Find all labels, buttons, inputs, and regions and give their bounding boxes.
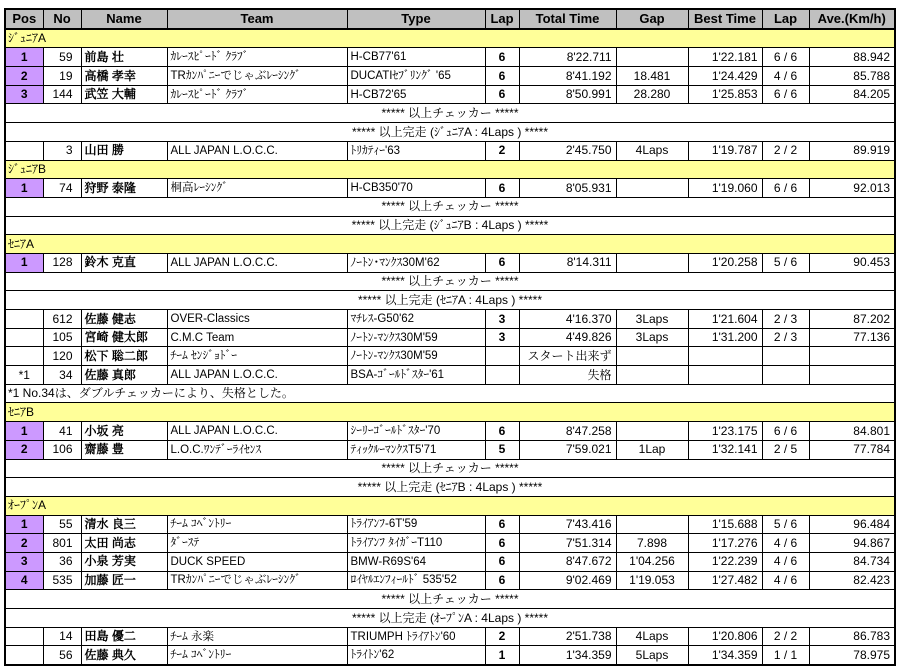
status-text: ***** 以上完走 (ｼﾞｭﾆｱA : 4Laps ) ***** bbox=[5, 123, 895, 142]
status-row bbox=[5, 478, 895, 497]
col-best-time: Best Time bbox=[688, 9, 762, 29]
status-text: ***** 以上チェッカー ***** bbox=[5, 197, 895, 216]
type-cell: H-CB72'65 bbox=[347, 85, 485, 104]
pos-cell: *1 bbox=[5, 366, 43, 385]
team-cell: ﾁｰﾑ ｺﾍﾞﾝﾄﾘｰ bbox=[167, 515, 347, 534]
best-lap-cell: 4 / 6 bbox=[762, 571, 809, 590]
result-row bbox=[5, 422, 895, 441]
no-cell: 120 bbox=[43, 347, 81, 366]
type-cell: H-CB350'70 bbox=[347, 179, 485, 198]
pos-cell bbox=[5, 141, 43, 160]
status-text: ***** 以上完走 (ｼﾞｭﾆｱB : 4Laps ) ***** bbox=[5, 216, 895, 235]
type-cell: ﾉｰﾄﾝ･ﾏﾝｸｽ30M'62 bbox=[347, 253, 485, 272]
avg-speed-cell: 88.942 bbox=[809, 48, 895, 67]
total-time-cell: 9'02.469 bbox=[519, 571, 616, 590]
pos-cell bbox=[5, 627, 43, 646]
status-text: ***** 以上チェッカー ***** bbox=[5, 459, 895, 478]
best-time-cell bbox=[688, 347, 762, 366]
result-row bbox=[5, 85, 895, 104]
no-cell: 41 bbox=[43, 422, 81, 441]
team-cell: ALL JAPAN L.O.C.C. bbox=[167, 366, 347, 385]
avg-speed-cell: 96.484 bbox=[809, 515, 895, 534]
total-time-cell: 2'45.750 bbox=[519, 141, 616, 160]
best-time-cell bbox=[688, 366, 762, 385]
footnote-text: *1 No.34は、ダブルチェッカーにより、失格とした。 bbox=[5, 384, 895, 403]
type-cell: ﾉｰﾄﾝ-ﾏﾝｸｽ30M'59 bbox=[347, 328, 485, 347]
total-time-cell: 8'50.991 bbox=[519, 85, 616, 104]
class-section-label: ｾﾆｱB bbox=[5, 403, 895, 422]
type-cell: ﾉｰﾄﾝ-ﾏﾝｸｽ30M'59 bbox=[347, 347, 485, 366]
status-row bbox=[5, 590, 895, 609]
no-cell: 36 bbox=[43, 552, 81, 571]
lap-cell: 2 bbox=[485, 141, 519, 160]
best-time-cell: 1'23.175 bbox=[688, 422, 762, 441]
col-name: Name bbox=[81, 9, 167, 29]
status-row bbox=[5, 104, 895, 123]
best-time-cell: 1'32.141 bbox=[688, 440, 762, 459]
lap-cell: 6 bbox=[485, 67, 519, 86]
team-cell: ALL JAPAN L.O.C.C. bbox=[167, 141, 347, 160]
result-row bbox=[5, 627, 895, 646]
name-cell: 佐藤 典久 bbox=[81, 646, 167, 665]
result-row bbox=[5, 347, 895, 366]
best-lap-cell: 6 / 6 bbox=[762, 85, 809, 104]
best-lap-cell: 6 / 6 bbox=[762, 422, 809, 441]
col-team: Team bbox=[167, 9, 347, 29]
team-cell: TRｶﾝﾊﾟﾆｰでじゃぶﾚｰｼﾝｸﾞ bbox=[167, 571, 347, 590]
result-row bbox=[5, 310, 895, 329]
avg-speed-cell: 89.919 bbox=[809, 141, 895, 160]
total-time-cell: 7'43.416 bbox=[519, 515, 616, 534]
result-row bbox=[5, 440, 895, 459]
avg-speed-cell: 84.205 bbox=[809, 85, 895, 104]
pos-cell: 1 bbox=[5, 422, 43, 441]
best-lap-cell: 2 / 3 bbox=[762, 310, 809, 329]
gap-cell bbox=[616, 515, 688, 534]
best-time-cell: 1'20.806 bbox=[688, 627, 762, 646]
gap-cell: 5Laps bbox=[616, 646, 688, 665]
total-time-cell: 8'47.258 bbox=[519, 422, 616, 441]
best-lap-cell: 2 / 5 bbox=[762, 440, 809, 459]
no-cell: 56 bbox=[43, 646, 81, 665]
result-row bbox=[5, 646, 895, 665]
avg-speed-cell: 94.867 bbox=[809, 534, 895, 553]
status-text: ***** 以上完走 (ｾﾆｱA : 4Laps ) ***** bbox=[5, 291, 895, 310]
status-row bbox=[5, 197, 895, 216]
result-row bbox=[5, 515, 895, 534]
lap-cell: 5 bbox=[485, 440, 519, 459]
team-cell: ALL JAPAN L.O.C.C. bbox=[167, 422, 347, 441]
type-cell: ﾃｨｯｸﾙｰﾏﾝｸｽT5'71 bbox=[347, 440, 485, 459]
lap-cell bbox=[485, 347, 519, 366]
best-lap-cell bbox=[762, 347, 809, 366]
gap-cell: 3Laps bbox=[616, 328, 688, 347]
no-cell: 59 bbox=[43, 48, 81, 67]
type-cell: ﾄﾗｲｱﾝﾌ ﾀｲｶﾞｰT110 bbox=[347, 534, 485, 553]
team-cell: 桐高ﾚｰｼﾝｸﾞ bbox=[167, 179, 347, 198]
team-cell: DUCK SPEED bbox=[167, 552, 347, 571]
team-cell: TRｶﾝﾊﾟﾆｰでじゃぶﾚｰｼﾝｸﾞ bbox=[167, 67, 347, 86]
pos-cell bbox=[5, 646, 43, 665]
gap-cell: 18.481 bbox=[616, 67, 688, 86]
no-cell: 3 bbox=[43, 141, 81, 160]
type-cell: ﾏﾁﾚｽ-G50'62 bbox=[347, 310, 485, 329]
type-cell: BMW-R69S'64 bbox=[347, 552, 485, 571]
avg-speed-cell: 90.453 bbox=[809, 253, 895, 272]
table-body bbox=[5, 29, 895, 665]
type-cell: ﾄﾗｲﾄﾝ'62 bbox=[347, 646, 485, 665]
avg-speed-cell: 85.788 bbox=[809, 67, 895, 86]
class-section-label: ｵｰﾌﾟﾝA bbox=[5, 496, 895, 515]
team-cell: ｶﾚｰｽﾋﾟｰﾄﾞ ｸﾗﾌﾞ bbox=[167, 48, 347, 67]
pos-cell: 2 bbox=[5, 440, 43, 459]
status-text: ***** 以上チェッカー ***** bbox=[5, 590, 895, 609]
pos-cell: 2 bbox=[5, 534, 43, 553]
name-cell: 齋藤 豊 bbox=[81, 440, 167, 459]
best-time-cell: 1'27.482 bbox=[688, 571, 762, 590]
status-text: ***** 以上チェッカー ***** bbox=[5, 272, 895, 291]
best-time-cell: 1'34.359 bbox=[688, 646, 762, 665]
team-cell: OVER-Classics bbox=[167, 310, 347, 329]
best-lap-cell: 4 / 6 bbox=[762, 67, 809, 86]
total-time-cell: 8'22.711 bbox=[519, 48, 616, 67]
name-cell: 松下 聡二郎 bbox=[81, 347, 167, 366]
pos-cell bbox=[5, 310, 43, 329]
total-time-cell: 4'16.370 bbox=[519, 310, 616, 329]
status-row bbox=[5, 216, 895, 235]
type-cell: H-CB77'61 bbox=[347, 48, 485, 67]
best-time-cell: 1'31.200 bbox=[688, 328, 762, 347]
team-cell: ALL JAPAN L.O.C.C. bbox=[167, 253, 347, 272]
total-time-cell: 8'14.311 bbox=[519, 253, 616, 272]
avg-speed-cell: 84.801 bbox=[809, 422, 895, 441]
team-cell: ﾁｰﾑ ｺﾍﾞﾝﾄﾘｰ bbox=[167, 646, 347, 665]
best-lap-cell: 2 / 3 bbox=[762, 328, 809, 347]
total-time-cell: 8'41.192 bbox=[519, 67, 616, 86]
result-row bbox=[5, 366, 895, 385]
no-cell: 19 bbox=[43, 67, 81, 86]
total-time-cell: 失格 bbox=[519, 366, 616, 385]
best-time-cell: 1'25.853 bbox=[688, 85, 762, 104]
class-section-row bbox=[5, 496, 895, 515]
team-cell: ｶﾚｰｽﾋﾟｰﾄﾞ ｸﾗﾌﾞ bbox=[167, 85, 347, 104]
type-cell: ﾄﾗｲｱﾝﾌ-6T'59 bbox=[347, 515, 485, 534]
class-section-row bbox=[5, 29, 895, 48]
no-cell: 74 bbox=[43, 179, 81, 198]
lap-cell: 6 bbox=[485, 85, 519, 104]
avg-speed-cell: 87.202 bbox=[809, 310, 895, 329]
avg-speed-cell: 86.783 bbox=[809, 627, 895, 646]
name-cell: 武笠 大輔 bbox=[81, 85, 167, 104]
total-time-cell: 8'47.672 bbox=[519, 552, 616, 571]
no-cell: 34 bbox=[43, 366, 81, 385]
result-row bbox=[5, 328, 895, 347]
lap-cell: 6 bbox=[485, 422, 519, 441]
avg-speed-cell: 78.975 bbox=[809, 646, 895, 665]
result-row bbox=[5, 552, 895, 571]
gap-cell: 1Lap bbox=[616, 440, 688, 459]
table-header bbox=[5, 9, 895, 29]
best-lap-cell: 2 / 2 bbox=[762, 141, 809, 160]
gap-cell bbox=[616, 179, 688, 198]
gap-cell bbox=[616, 422, 688, 441]
class-section-label: ｼﾞｭﾆｱB bbox=[5, 160, 895, 179]
name-cell: 加藤 匠一 bbox=[81, 571, 167, 590]
col-best-lap: Lap bbox=[762, 9, 809, 29]
best-time-cell: 1'24.429 bbox=[688, 67, 762, 86]
no-cell: 14 bbox=[43, 627, 81, 646]
name-cell: 佐藤 健志 bbox=[81, 310, 167, 329]
gap-cell: 4Laps bbox=[616, 141, 688, 160]
col-avg-speed: Ave.(Km/h) bbox=[809, 9, 895, 29]
type-cell: DUCATIｾﾌﾞﾘﾝｸﾞ '65 bbox=[347, 67, 485, 86]
lap-cell: 6 bbox=[485, 179, 519, 198]
gap-cell: 7.898 bbox=[616, 534, 688, 553]
name-cell: 山田 勝 bbox=[81, 141, 167, 160]
footnote-row bbox=[5, 384, 895, 403]
total-time-cell: 7'51.314 bbox=[519, 534, 616, 553]
name-cell: 田島 優二 bbox=[81, 627, 167, 646]
avg-speed-cell bbox=[809, 366, 895, 385]
status-row bbox=[5, 291, 895, 310]
lap-cell: 6 bbox=[485, 515, 519, 534]
class-section-row bbox=[5, 235, 895, 254]
header-row bbox=[5, 9, 895, 29]
pos-cell: 4 bbox=[5, 571, 43, 590]
status-text: ***** 以上チェッカー ***** bbox=[5, 104, 895, 123]
best-lap-cell: 1 / 1 bbox=[762, 646, 809, 665]
best-lap-cell: 6 / 6 bbox=[762, 48, 809, 67]
name-cell: 清水 良三 bbox=[81, 515, 167, 534]
status-text: ***** 以上完走 (ｵｰﾌﾟﾝA : 4Laps ) ***** bbox=[5, 609, 895, 628]
name-cell: 小泉 芳実 bbox=[81, 552, 167, 571]
result-row bbox=[5, 253, 895, 272]
best-time-cell: 1'19.787 bbox=[688, 141, 762, 160]
best-lap-cell: 4 / 6 bbox=[762, 552, 809, 571]
lap-cell: 1 bbox=[485, 646, 519, 665]
no-cell: 144 bbox=[43, 85, 81, 104]
gap-cell: 3Laps bbox=[616, 310, 688, 329]
class-section-row bbox=[5, 403, 895, 422]
name-cell: 佐藤 真郎 bbox=[81, 366, 167, 385]
best-lap-cell: 6 / 6 bbox=[762, 179, 809, 198]
gap-cell bbox=[616, 253, 688, 272]
col-no: No bbox=[43, 9, 81, 29]
type-cell: ﾄﾘｶﾃｨｰ'63 bbox=[347, 141, 485, 160]
best-time-cell: 1'22.239 bbox=[688, 552, 762, 571]
team-cell: C.M.C Team bbox=[167, 328, 347, 347]
result-row bbox=[5, 48, 895, 67]
avg-speed-cell: 84.734 bbox=[809, 552, 895, 571]
name-cell: 太田 尚志 bbox=[81, 534, 167, 553]
pos-cell bbox=[5, 328, 43, 347]
avg-speed-cell: 92.013 bbox=[809, 179, 895, 198]
col-pos: Pos bbox=[5, 9, 43, 29]
avg-speed-cell: 77.136 bbox=[809, 328, 895, 347]
lap-cell: 6 bbox=[485, 534, 519, 553]
avg-speed-cell: 77.784 bbox=[809, 440, 895, 459]
status-row bbox=[5, 609, 895, 628]
class-section-label: ｼﾞｭﾆｱA bbox=[5, 29, 895, 48]
name-cell: 高橋 孝幸 bbox=[81, 67, 167, 86]
team-cell: ﾁｰﾑ 永楽 bbox=[167, 627, 347, 646]
lap-cell: 2 bbox=[485, 627, 519, 646]
best-time-cell: 1'20.258 bbox=[688, 253, 762, 272]
total-time-cell: 2'51.738 bbox=[519, 627, 616, 646]
gap-cell: 4Laps bbox=[616, 627, 688, 646]
type-cell: TRIUMPH ﾄﾗｲｱﾄﾝ'60 bbox=[347, 627, 485, 646]
pos-cell: 1 bbox=[5, 179, 43, 198]
gap-cell: 1'19.053 bbox=[616, 571, 688, 590]
gap-cell: 1'04.256 bbox=[616, 552, 688, 571]
gap-cell: 28.280 bbox=[616, 85, 688, 104]
best-lap-cell: 5 / 6 bbox=[762, 515, 809, 534]
no-cell: 612 bbox=[43, 310, 81, 329]
class-section-label: ｾﾆｱA bbox=[5, 235, 895, 254]
result-row bbox=[5, 179, 895, 198]
pos-cell: 1 bbox=[5, 48, 43, 67]
status-row bbox=[5, 272, 895, 291]
race-results-table bbox=[4, 8, 896, 666]
result-row bbox=[5, 534, 895, 553]
no-cell: 535 bbox=[43, 571, 81, 590]
no-cell: 106 bbox=[43, 440, 81, 459]
name-cell: 小坂 亮 bbox=[81, 422, 167, 441]
type-cell: ﾛｲﾔﾙｴﾝﾌｨｰﾙﾄﾞ 535'52 bbox=[347, 571, 485, 590]
status-text: ***** 以上完走 (ｾﾆｱB : 4Laps ) ***** bbox=[5, 478, 895, 497]
lap-cell: 3 bbox=[485, 328, 519, 347]
pos-cell bbox=[5, 347, 43, 366]
best-lap-cell: 4 / 6 bbox=[762, 534, 809, 553]
best-time-cell: 1'19.060 bbox=[688, 179, 762, 198]
lap-cell: 6 bbox=[485, 571, 519, 590]
no-cell: 128 bbox=[43, 253, 81, 272]
col-type: Type bbox=[347, 9, 485, 29]
class-section-row bbox=[5, 160, 895, 179]
best-lap-cell bbox=[762, 366, 809, 385]
type-cell: BSA-ｺﾞｰﾙﾄﾞｽﾀｰ'61 bbox=[347, 366, 485, 385]
best-time-cell: 1'21.604 bbox=[688, 310, 762, 329]
name-cell: 宮崎 健太郎 bbox=[81, 328, 167, 347]
type-cell: ｼｰﾘｰｺﾞｰﾙﾄﾞｽﾀｰ'70 bbox=[347, 422, 485, 441]
result-row bbox=[5, 141, 895, 160]
pos-cell: 1 bbox=[5, 253, 43, 272]
no-cell: 105 bbox=[43, 328, 81, 347]
name-cell: 鈴木 克直 bbox=[81, 253, 167, 272]
lap-cell: 6 bbox=[485, 552, 519, 571]
pos-cell: 3 bbox=[5, 552, 43, 571]
pos-cell: 2 bbox=[5, 67, 43, 86]
team-cell: L.O.C.ﾜﾝﾃﾞｰﾗｲｾﾝｽ bbox=[167, 440, 347, 459]
no-cell: 801 bbox=[43, 534, 81, 553]
best-time-cell: 1'17.276 bbox=[688, 534, 762, 553]
total-time-cell: 7'59.021 bbox=[519, 440, 616, 459]
avg-speed-cell: 82.423 bbox=[809, 571, 895, 590]
status-row bbox=[5, 123, 895, 142]
col-total-time: Total Time bbox=[519, 9, 616, 29]
gap-cell bbox=[616, 48, 688, 67]
best-lap-cell: 2 / 2 bbox=[762, 627, 809, 646]
no-cell: 55 bbox=[43, 515, 81, 534]
status-row bbox=[5, 459, 895, 478]
avg-speed-cell bbox=[809, 347, 895, 366]
total-time-cell: 8'05.931 bbox=[519, 179, 616, 198]
lap-cell bbox=[485, 366, 519, 385]
best-time-cell: 1'15.688 bbox=[688, 515, 762, 534]
name-cell: 狩野 泰隆 bbox=[81, 179, 167, 198]
total-time-cell: 1'34.359 bbox=[519, 646, 616, 665]
team-cell: ﾀﾞｰｽﾃ bbox=[167, 534, 347, 553]
pos-cell: 3 bbox=[5, 85, 43, 104]
pos-cell: 1 bbox=[5, 515, 43, 534]
result-row bbox=[5, 67, 895, 86]
total-time-cell: 4'49.826 bbox=[519, 328, 616, 347]
lap-cell: 6 bbox=[485, 253, 519, 272]
team-cell: ﾁｰﾑ ｾﾝｼﾞｮﾄﾞｰ bbox=[167, 347, 347, 366]
result-row bbox=[5, 571, 895, 590]
lap-cell: 3 bbox=[485, 310, 519, 329]
col-gap: Gap bbox=[616, 9, 688, 29]
lap-cell: 6 bbox=[485, 48, 519, 67]
col-lap: Lap bbox=[485, 9, 519, 29]
gap-cell bbox=[616, 366, 688, 385]
total-time-cell: スタート出来ず bbox=[519, 347, 616, 366]
gap-cell bbox=[616, 347, 688, 366]
best-time-cell: 1'22.181 bbox=[688, 48, 762, 67]
best-lap-cell: 5 / 6 bbox=[762, 253, 809, 272]
name-cell: 前島 壮 bbox=[81, 48, 167, 67]
